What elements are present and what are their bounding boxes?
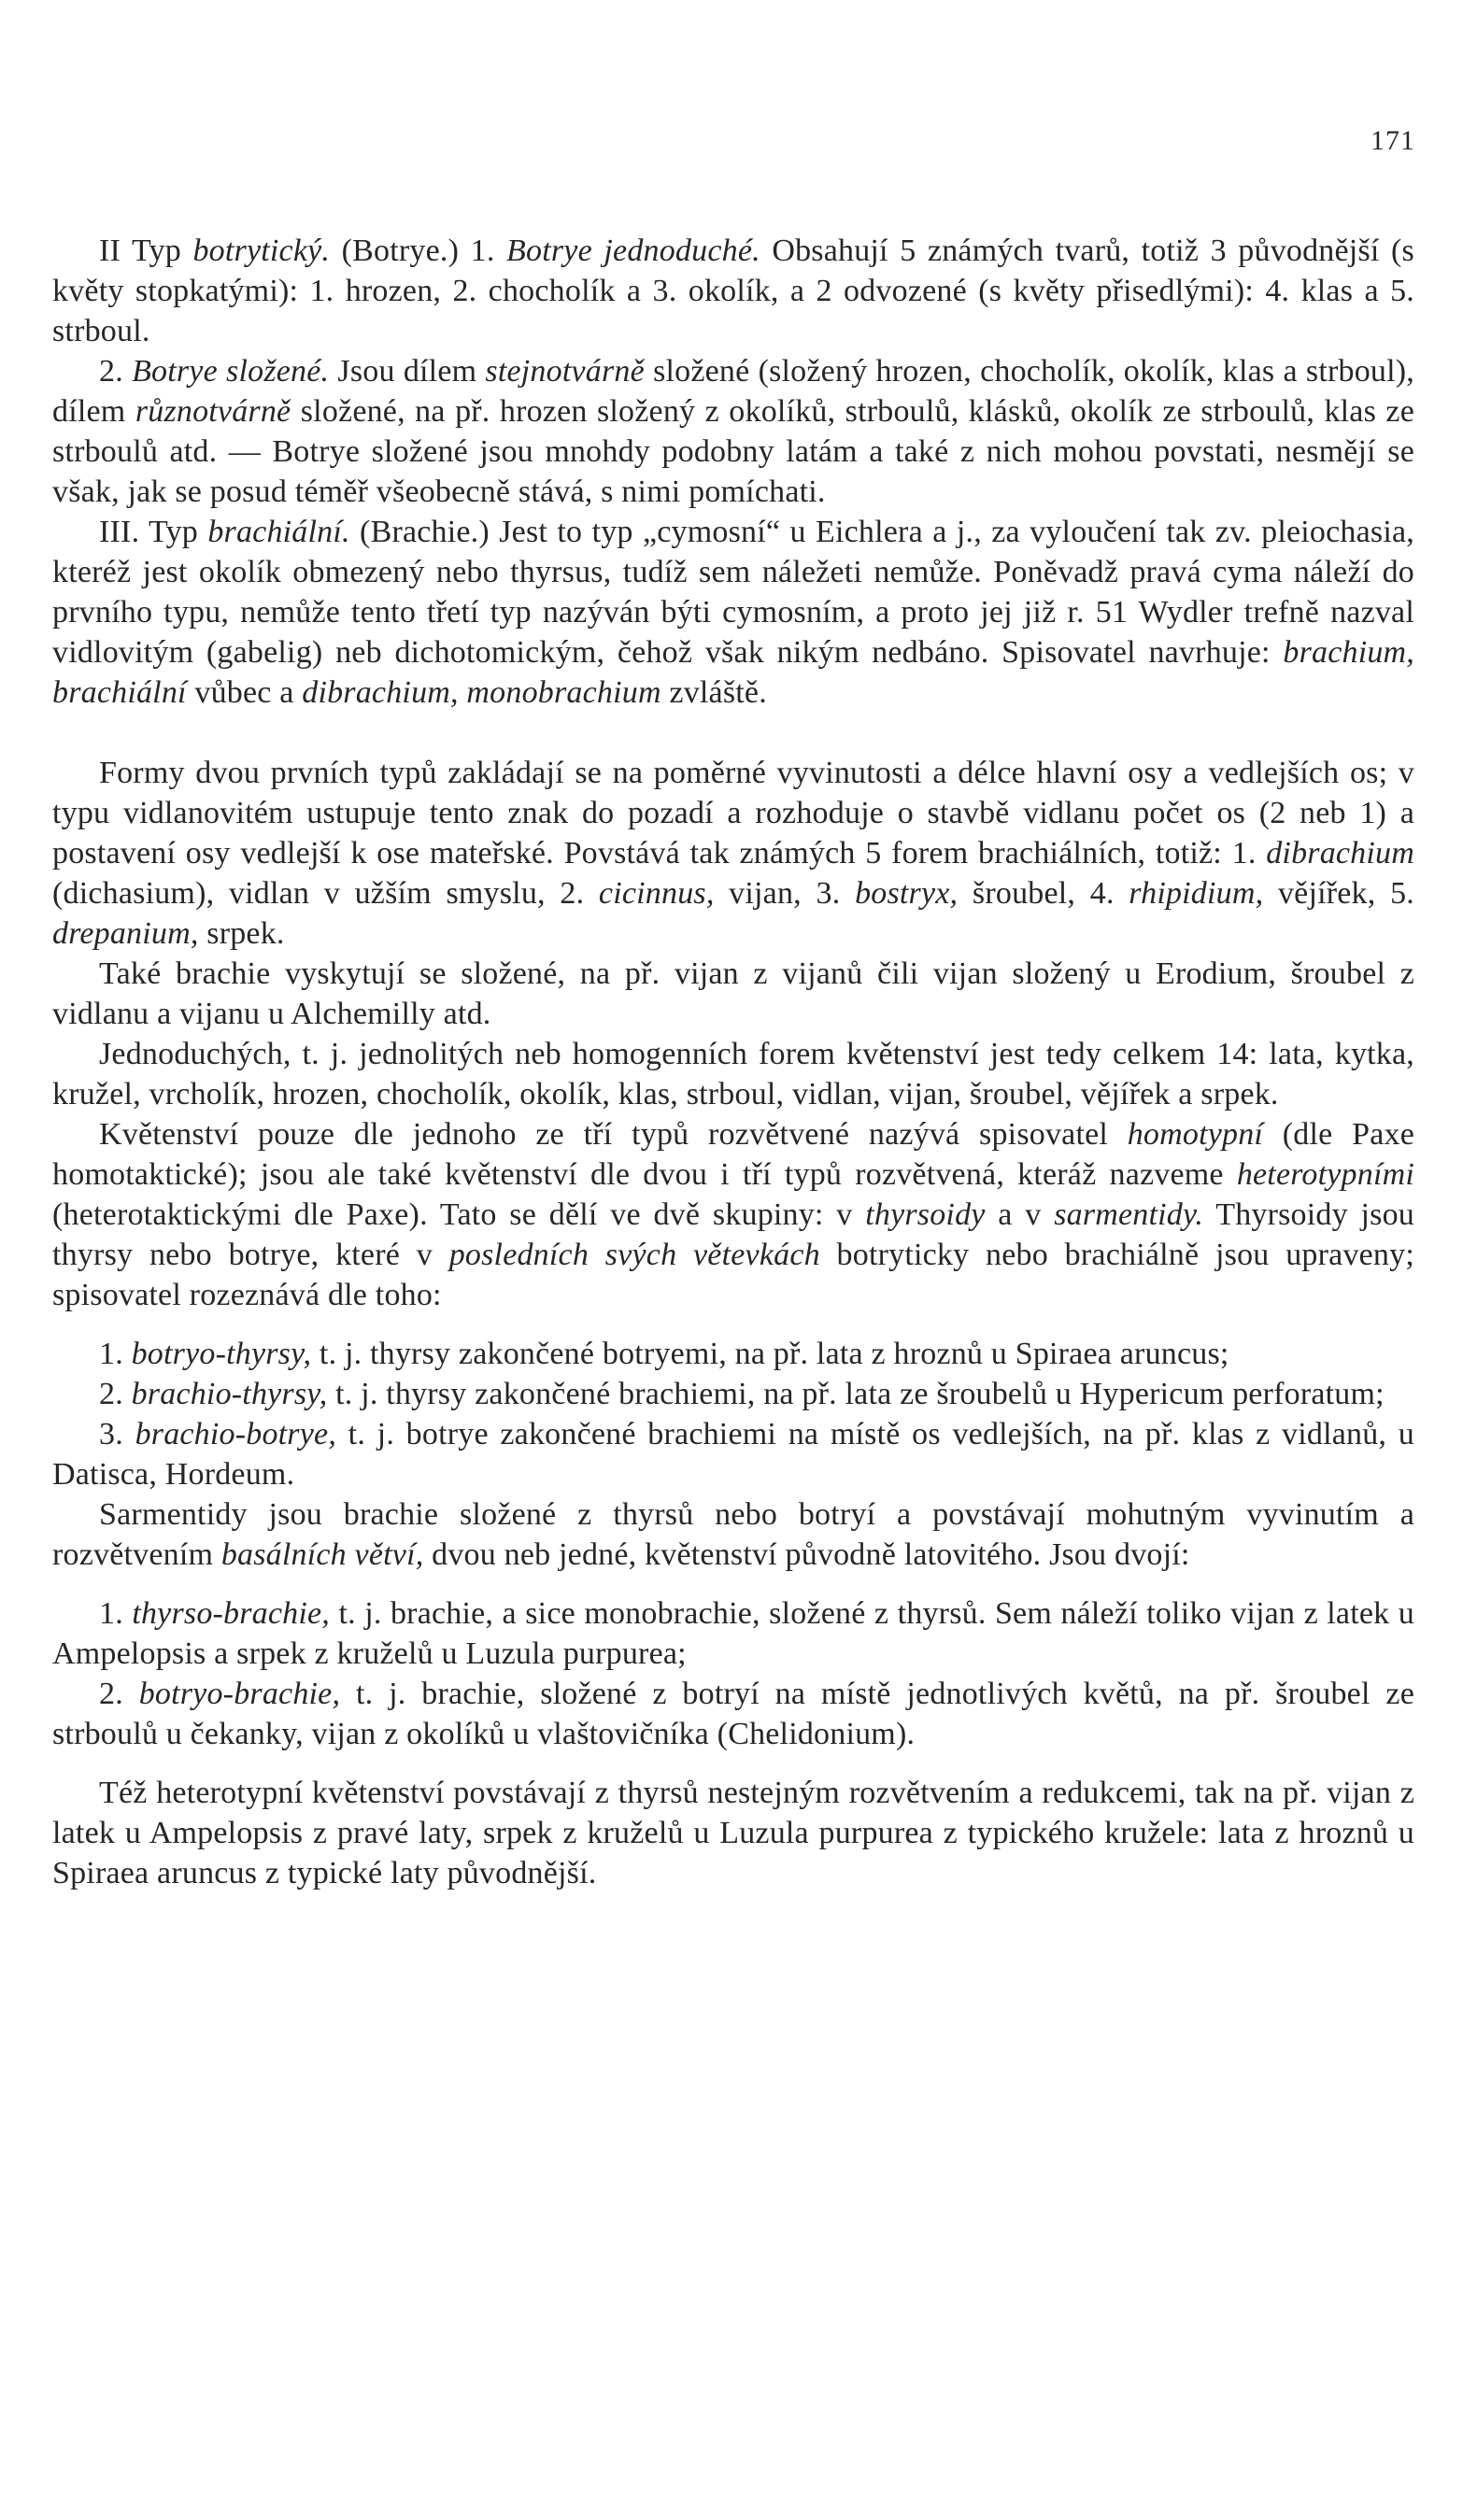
italic-term: Botrye složené. — [132, 354, 330, 389]
text-run: složené, na př. hrozen složený z okolíků, strboulů, klásků, okolík ze strboulů, klas ze strboulů atd. — Botrye složené jsou mnohdy podobny latám a také z nich mohou povstati, nesmějí se však, jak se posud téměř všeobecně stává, s nimi pomíchati. — [52, 394, 1414, 509]
paragraph-brachial-type — [52, 512, 1414, 713]
italic-term: sarmentidy. — [1054, 1197, 1204, 1232]
text-run: 1. — [99, 1337, 132, 1371]
text-run: zvláště. — [660, 675, 767, 710]
text-run: t. j. thyrsy zakončené botryemi, na př. lata z hroznů u Spiraea aruncus; — [311, 1337, 1229, 1371]
text-run: Jsou dílem — [329, 354, 486, 389]
paragraph-botrytic-type — [52, 231, 1414, 351]
body-text — [52, 231, 1414, 1893]
text-run: t. j. botrye zakončené brachiemi na místě os vedlejších, na př. klas z vidlanů, u Datisca, Hordeum. — [52, 1417, 1414, 1492]
text-run: II Typ — [99, 234, 193, 268]
text-run: 1. — [99, 1596, 133, 1631]
list-item-brachio-thyrsy — [52, 1374, 1414, 1414]
text-run: (Botrye.) 1. — [330, 234, 507, 268]
italic-term: brachio-botrye, — [135, 1417, 337, 1451]
paragraph-composite-brachia: Také brachie vyskytují se složené, na př. vijan z vijanů čili vijan složený u Erodium, šroubel z vidlanu a vijanu u Alchemilly atd. — [52, 956, 1414, 1031]
text-run: Thyrsoidy jsou thyrsy nebo botrye, které v — [52, 1197, 1414, 1272]
text-run: t. j. brachie, složené z botryí na místě jednotlivých květů, na př. šroubel ze strboulů u čekanky, vijan z okolíků u vlaštovičníka (Chelidonium). — [52, 1677, 1414, 1751]
text-run: šroubel, 4. — [958, 876, 1129, 911]
text-run: botryticky nebo brachiálně jsou upraveny; spisovatel rozeznává dle toho: — [52, 1238, 1414, 1312]
text-run: Květenství pouze dle jednoho ze tří typů rozvětvené nazývá spisovatel — [99, 1117, 1128, 1152]
paragraph-forms — [52, 753, 1414, 954]
text-run: Obsahují 5 známých tvarů, totiž 3 původnější (s květy stopkatými): 1. hrozen, 2. chocholík a 3. okolík, a 2 odvozené (s květy přisedlými): 4. klas a 5. strboul. — [52, 234, 1414, 348]
italic-term: homotypní — [1127, 1117, 1264, 1152]
list-item-thyrso-brachie — [52, 1593, 1414, 1674]
list-item-botryo-brachie — [52, 1674, 1414, 1754]
italic-term: botrytický. — [192, 234, 331, 268]
paragraph-heterotypic-origin: Též heterotypní květenství povstávají z thyrsů nestejným rozvětvením a redukcemi, tak na př. vijan z latek u Ampelopsis z pravé laty, srpek z kruželů u Luzula purpurea z typického kružele: lata z hroznů u Spiraea aruncus z typické laty původnější. — [52, 1776, 1414, 1890]
page-number: 171 — [1370, 125, 1415, 156]
text-run: dvou neb jedné, květenství původně latovitého. Jsou dvojí: — [423, 1537, 1190, 1572]
italic-term: dibrachium — [1266, 836, 1414, 871]
italic-term: brachium, brachiální — [52, 635, 1414, 710]
list-item-botryo-thyrsy — [52, 1334, 1414, 1374]
text-run: III. Typ — [99, 515, 208, 549]
italic-term: basálních větví, — [220, 1537, 424, 1572]
text-run: vějířek, 5. — [1263, 876, 1414, 911]
text-run: (dichasium), vidlan v užším smyslu, 2. — [52, 876, 599, 911]
text-run: 2. — [99, 354, 133, 389]
text-run: 3. — [99, 1417, 135, 1451]
italic-term: botryo-brachie, — [138, 1677, 341, 1711]
italic-term: drepanium, — [52, 916, 199, 951]
text-run: (heterotaktickými dle Paxe). Tato se dělí ve dvě skupiny: v — [52, 1197, 866, 1232]
italic-term: rhipidium, — [1129, 876, 1264, 911]
text-run: a v — [985, 1197, 1055, 1232]
italic-term: brachio-thyrsy, — [131, 1377, 328, 1411]
text-run: t. j. thyrsy zakončené brachiemi, na př. lata ze šroubelů u Hypericum perforatum; — [327, 1377, 1385, 1411]
text-run: (dle Paxe homotaktické); jsou ale také květenství dle dvou i tří typů rozvětvená, kteráž nazveme — [52, 1117, 1414, 1192]
paragraph-botrye-composite — [52, 351, 1414, 512]
list-item-brachio-botrye — [52, 1414, 1414, 1494]
text-run: Formy dvou prvních typů zakládají se na poměrné vyvinutosti a délce hlavní osy a vedlejších os; v typu vidlanovitém ustupuje tento znak do pozadí a rozhoduje o stavbě vidlanu počet os (2 neb 1) a postavení osy vedlejší k ose mateřské. Povstává tak známých 5 forem brachiálních, totiž: 1. — [52, 756, 1414, 871]
italic-term: různotvárně — [135, 394, 291, 429]
text-run: vijan, 3. — [714, 876, 856, 911]
italic-term: heterotypními — [1236, 1157, 1414, 1192]
text-run: složené (složený hrozen, chocholík, okolík, klas a strboul), dílem — [52, 354, 1414, 429]
text-run: srpek. — [198, 916, 285, 951]
italic-term: dibrachium, monobrachium — [302, 675, 661, 710]
italic-term: cicinnus, — [598, 876, 715, 911]
italic-term: thyrso-brachie, — [132, 1596, 331, 1631]
italic-term: botryo-thyrsy, — [131, 1337, 312, 1371]
text-run: vůbec a — [186, 675, 303, 710]
text-run: 2. — [99, 1377, 132, 1411]
text-run: Sarmentidy jsou brachie složené z thyrsů nebo botryí a povstávají mohutným vyvinutím a rozvětvením — [52, 1497, 1414, 1572]
italic-term: Botrye jednoduché. — [506, 234, 760, 268]
text-run: t. j. brachie, a sice monobrachie, složené z thyrsů. Sem náleží toliko vijan z latek u Ampelopsis a srpek z kruželů u Luzula purpurea; — [52, 1596, 1414, 1671]
paragraph-sarmentidy — [52, 1494, 1414, 1575]
text-run: (Brachie.) Jest to typ „cymosní“ u Eichlera a j., za vyloučení tak zv. pleiochasia, kteréž jest okolík obmezený nebo thyrsus, tudíž sem náležeti nemůže. Poněvadž pravá cyma náleží do prvního typu, nemůže tento třetí typ nazýván býti cymosním, a proto jej již r. 51 Wydler trefně nazval vidlovitým (gabelig) neb dichotomickým, čehož však nikým nedbáno. Spisovatel navrhuje: — [52, 515, 1414, 670]
italic-term: posledních svých větevkách — [448, 1238, 820, 1272]
italic-term: brachiální. — [207, 515, 350, 549]
paragraph-homogeneous-forms: Jednoduchých, t. j. jednolitých neb homogenních forem květenství jest tedy celkem 14: lata, kytka, kružel, vrcholík, hrozen, chocholík, okolík, klas, strboul, vidlan, vijan, šroubel, vějířek a srpek. — [52, 1037, 1414, 1111]
italic-term: bostryx, — [855, 876, 959, 911]
italic-term: thyrsoidy — [865, 1197, 986, 1232]
paragraph-heterotypic — [52, 1114, 1414, 1315]
text-run: 2. — [99, 1677, 139, 1711]
italic-term: stejnotvárně — [485, 354, 645, 389]
